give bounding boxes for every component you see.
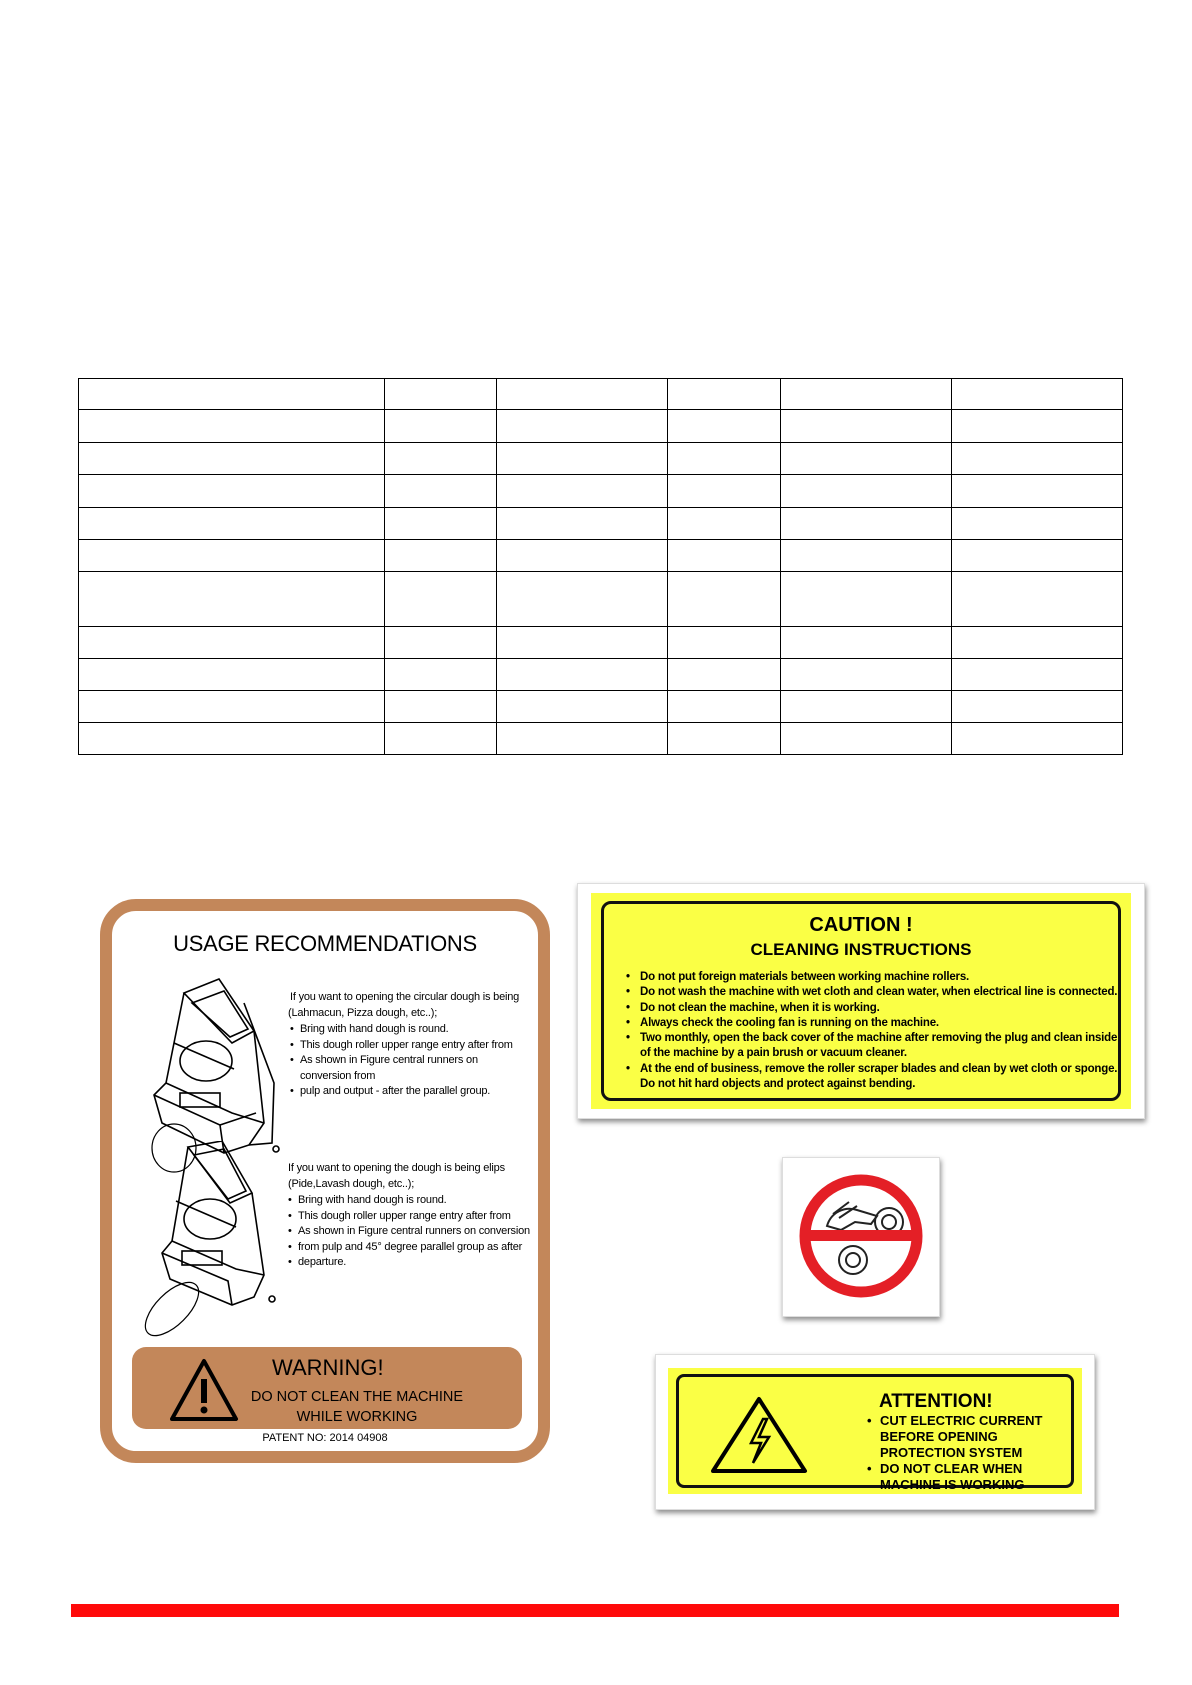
usage-bullet: • As shown in Figure central runners on conversion from — [290, 1053, 530, 1084]
table-row — [79, 379, 1123, 410]
usage-bullet: • departure. — [288, 1255, 533, 1271]
usage-title: USAGE RECOMMENDATIONS — [173, 931, 477, 956]
usage-recommendations-label — [100, 899, 550, 1463]
table-row — [79, 659, 1123, 691]
attention-item-continuation: MACHINE IS WORKING — [880, 1477, 1025, 1492]
usage-bullet: • Bring with hand dough is round. — [288, 1193, 533, 1209]
usage-bullet: • This dough roller upper range entry after from — [288, 1209, 533, 1225]
usage-bullet: • As shown in Figure central runners on conversion — [288, 1224, 533, 1240]
caution-item-continuation: Do not hit hard objects and protect against bending. — [640, 1078, 916, 1091]
table-row — [79, 540, 1123, 572]
usage-bullet: • pulp and output - after the parallel group. — [290, 1084, 530, 1100]
warning-box — [132, 1347, 522, 1429]
usage-intro-line: (Lahmacun, Pizza dough, etc..); — [288, 1006, 438, 1019]
no-hands-in-rollers-icon — [797, 1172, 925, 1300]
caution-subtitle: CLEANING INSTRUCTIONS — [750, 940, 972, 959]
caution-item: • At the end of business, remove the roller scraper blades and clean by wet cloth or sponge. — [624, 1062, 1134, 1077]
caution-item: • Do not wash the machine with wet cloth and clean water, when electrical line is connected. — [624, 985, 1134, 1000]
footer-red-bar — [71, 1604, 1119, 1617]
table-row — [79, 572, 1123, 627]
table-row — [79, 627, 1123, 659]
warning-line: DO NOT CLEAN THE MACHINE — [250, 1389, 464, 1405]
caution-item: • Do not put foreign materials between working machine rollers. — [624, 970, 1134, 985]
attention-item: • DO NOT CLEAR WHEN — [866, 1461, 1086, 1477]
patent-number: PATENT NO: 2014 04908 — [262, 1432, 388, 1444]
attention-item-continuation: PROTECTION SYSTEM — [880, 1445, 1023, 1460]
table-row — [79, 475, 1123, 508]
caution-title: CAUTION ! — [809, 914, 913, 936]
specifications-table — [78, 378, 1123, 755]
caution-item-continuation: of the machine by a pain brush or vacuum cleaner. — [640, 1047, 907, 1060]
table-row — [79, 410, 1123, 443]
usage-intro-line: If you want to opening the dough is being elips — [288, 1162, 505, 1174]
table-row — [79, 508, 1123, 540]
table-row — [79, 691, 1123, 723]
electric-hazard-icon — [709, 1395, 809, 1475]
prohibition-sign — [782, 1157, 940, 1317]
attention-item-continuation: BEFORE OPENING — [880, 1429, 998, 1444]
usage-intro-line: (Pide,Lavash dough, etc..); — [288, 1177, 415, 1190]
attention-item: • CUT ELECTRIC CURRENT — [866, 1413, 1086, 1429]
warning-line: WHILE WORKING — [296, 1409, 418, 1425]
usage-bullet: • from pulp and 45° degree parallel group as after — [288, 1240, 533, 1256]
caution-item: • Do not clean the machine, when it is working. — [624, 1001, 1134, 1016]
caution-item: • Always check the cooling fan is running on the machine. — [624, 1016, 1134, 1031]
usage-intro-line: If you want to opening the circular dough is being — [290, 991, 520, 1003]
table-row — [79, 443, 1123, 475]
table-row — [79, 723, 1123, 755]
usage-bullet: • This dough roller upper range entry after from — [290, 1038, 530, 1054]
attention-title: ATTENTION! — [879, 1391, 993, 1412]
usage-bullet: • Bring with hand dough is round. — [290, 1022, 530, 1038]
warning-triangle-icon — [168, 1357, 240, 1423]
attention-label — [655, 1354, 1095, 1510]
dough-roller-drawing-elliptic — [132, 1141, 292, 1341]
caution-item: • Two monthly, open the back cover of the machine after removing the plug and clean inside — [624, 1031, 1134, 1046]
caution-cleaning-label — [577, 883, 1145, 1119]
warning-title: WARNING! — [272, 1355, 384, 1380]
